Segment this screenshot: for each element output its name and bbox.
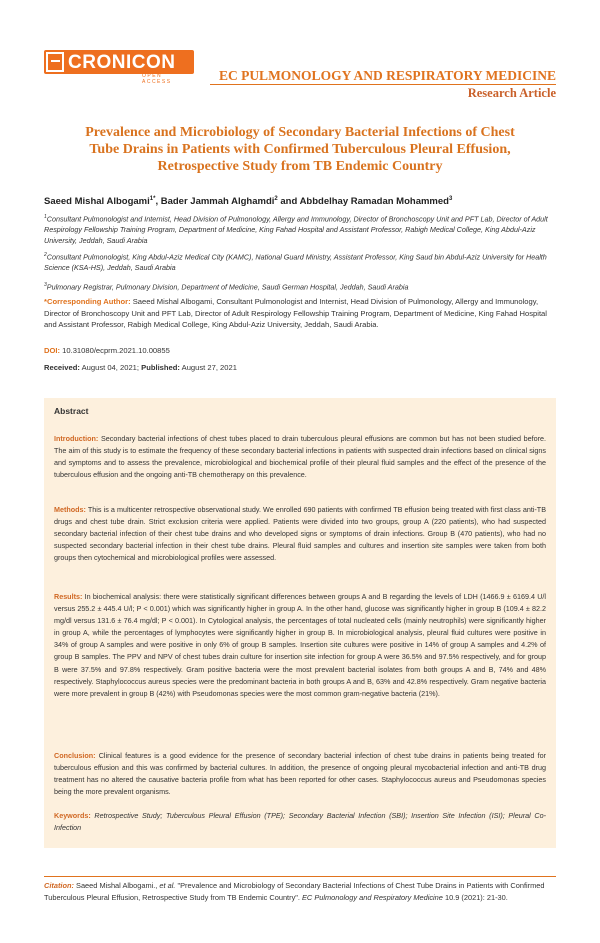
affiliation-3-text: Pulmonary Registrar, Pulmonary Division, Department of Medicine, Saudi German Hospital, Jeddah, Saudi Arabia bbox=[46, 282, 409, 292]
doi bbox=[44, 346, 170, 355]
introduction-label: Introduction: bbox=[54, 434, 99, 443]
abstract-heading: Abstract bbox=[54, 406, 89, 416]
affiliation-1-sup: 1 bbox=[44, 214, 47, 220]
author-1: Saeed Mishal Albogami bbox=[44, 196, 150, 208]
keywords-text: Retrospective Study; Tuberculous Pleural Effusion (TPE); Secondary Bacterial Infection (SBI); Insertion Site Infection (ISI); Pleural Co-Infection bbox=[54, 811, 546, 833]
citation-text: Saeed Mishal Albogami., bbox=[73, 881, 160, 890]
doi-label: DOI: bbox=[44, 346, 61, 355]
doi-link[interactable]: 10.31080/ecprm.2021.10.00855 bbox=[60, 346, 170, 355]
citation-journal: EC Pulmonology and Respiratory Medicine bbox=[302, 893, 443, 902]
corresponding-text: Saeed Mishal Albogami, Consultant Pulmonologist and Internist, Head Division of Pulmonology, Allergy and Immunology, Director of Bronchoscopy Unit and PFT Lab, Director of Adult Respirology Fellowship Training Program, Department of Medicine, King Fahad Hospital and Assistant Professor, Rabigh Medical College, King Abdul-Aziz University, Jeddah, Saudi Arabia. bbox=[44, 297, 547, 329]
received-date: August 04, 2021; bbox=[79, 363, 142, 372]
citation bbox=[44, 880, 556, 904]
citation-label: Citation: bbox=[44, 881, 74, 890]
citation-text-2: "Prevalence and Microbiology of Secondary Bacterial Infections of Chest Tube Drains in Patients with Confirmed Tuberculous Pleural Effusion, Retrospective Study from TB Endemic Country". bbox=[44, 881, 545, 902]
citation-volume: 10.9 (2021): 21-30. bbox=[442, 893, 508, 902]
cronicon-logo bbox=[44, 50, 194, 85]
affiliation-2 bbox=[44, 250, 556, 273]
keywords-label: Keywords: bbox=[54, 811, 91, 820]
affiliation-1-text: Consultant Pulmonologist and Internist, Head Division of Pulmonology, Allergy and Immunology, Director of Bronchoscopy Unit and PFT Lab, Director of Adult Respirology Fellowship Training Program, Department of Medicine, King Fahad Hospital and Assistant Professor, Rabigh Medical College, King Abdul-Aziz University, Jeddah, Saudi Arabia bbox=[44, 214, 548, 246]
affiliation-2-sup: 2 bbox=[44, 252, 47, 258]
affiliation-3-sup: 3 bbox=[44, 282, 47, 288]
abstract-introduction bbox=[54, 433, 546, 481]
author-2-sup: 2 bbox=[274, 196, 278, 202]
author-1-sup: 1* bbox=[149, 196, 156, 202]
logo-subtitle: OPEN ACCESS bbox=[142, 73, 172, 85]
results-text: In biochemical analysis: there were statistically significant differences between groups A and B regarding the levels of LDH (1466.9 ± 6169.4 U/l versus 255.2 ± 445.4 U/l; P < 0.001) which was significantly higher in group A. In the other hand, glucose was significantly higher in group B (109.4 ± 82.2 mg/dl versus 131.6 ± 76.4 mg/dl; P < 0.001). In Cytological analysis, the percentages of total nucleated cells (mainly neutrophils) were significantly higher in group A, while the percentages of lymphocytes were significantly higher in group B. In microbiological analysis, pleural fluid cultures were positive in 34% of group A samples and were positive in only 6% of group B samples. Insertion site cultures were positive in 14% of group A samples and 4.2% of group B samples. The PPV and NPV of chest tubes drain culture for insertion site infection for group A were 36.5% and 97.5% respectively, and for group B were 37.5% and 97.8% respectively. Gram positive bacteria were the most prevalent bacterial isolates from both groups A and B, 74% and 48% respectively. Staphylococcus aureus species were the predominant bacteria in both groups A and B, 63% and 42.8% respectively. Gram negative bacteria were more prevalent in group B (42%) with Pseudomonas species were the most common gram-negative bacteria (21%). bbox=[54, 592, 546, 698]
abstract-results bbox=[54, 591, 546, 700]
header-rule bbox=[210, 84, 556, 85]
title-line-3: Retrospective Study from TB Endemic Country bbox=[157, 159, 443, 174]
article-title bbox=[50, 124, 550, 175]
abstract-methods bbox=[54, 504, 546, 564]
methods-label: Methods: bbox=[54, 505, 86, 514]
abstract-box bbox=[44, 398, 556, 848]
corresponding-label: *Corresponding Author: bbox=[44, 297, 131, 306]
affiliation-2-text: Consultant Pulmonologist, King Abdul-Aziz Medical City (KAMC), National Guard Ministry, Assistant Professor, King Saud bin Abdul-Aziz University for Health Science (KSA-HS), Jeddah, Saudi Arabia bbox=[44, 252, 547, 273]
conclusion-label: Conclusion: bbox=[54, 751, 96, 760]
published-date: August 27, 2021 bbox=[179, 363, 237, 372]
author-3-sup: 3 bbox=[448, 196, 453, 202]
logo-e-icon bbox=[46, 52, 64, 72]
received-label: Received: bbox=[44, 363, 80, 372]
logo-text: CRONICON bbox=[68, 52, 176, 73]
article-type: Research Article bbox=[467, 86, 556, 100]
affiliation-3 bbox=[44, 280, 556, 292]
title-line-2: Tube Drains in Patients with Confirmed Tuberculous Pleural Effusion, bbox=[89, 142, 511, 157]
author-2: , Bader Jammah Alghamdi bbox=[155, 196, 275, 208]
affiliation-1 bbox=[44, 212, 556, 246]
title-line-1: Prevalence and Microbiology of Secondary Bacterial Infections of Chest bbox=[85, 125, 515, 140]
published-label: Published: bbox=[141, 363, 180, 372]
citation-rule bbox=[44, 876, 556, 877]
results-label: Results: bbox=[54, 592, 83, 601]
journal-name: EC PULMONOLOGY AND RESPIRATORY MEDICINE bbox=[218, 68, 556, 83]
conclusion-text: Clinical features is a good evidence for the presence of secondary bacterial infection of chest tube drains in patients being treated for tuberculous effusion and this was confirmed by bacterial cultures. In addition, the presence of ongoing pleural mycobacterial infection and anti-TB drug treatment has no altered the causative bacteria profile from what has been reported for other cases. Staphylococcus aureus and Pseudomonas species being the more prevalent organisms. bbox=[54, 751, 546, 797]
citation-etal: et al. bbox=[159, 881, 176, 890]
dates bbox=[44, 363, 237, 372]
introduction-text: Secondary bacterial infections of chest tubes placed to drain tuberculous pleural effusions are common but has not been studied before. The aim of this study is to estimate the frequency of these secondary bacterial infections in patients with suspected drain infections based on clinical signs and symptoms and to assess the prevalence, microbiological and biochemical profile of their pleural fluid samples and the effect of the presence of the tuberculous effusion and the ongoing anti-TB chemotherapy on this prevalence. bbox=[54, 434, 546, 480]
corresponding-author bbox=[44, 296, 556, 331]
author-list bbox=[44, 196, 556, 207]
author-3: and Abbdelhay Ramadan Mohammed bbox=[277, 196, 449, 208]
methods-text: This is a multicenter retrospective observational study. We enrolled 690 patients with confirmed TB effusion being treated with first class anti-TB drugs and chest tube drain. Strict exclusion criteria were applied. Patients were divided into two groups, group A (220 patients), who had suspected secondary bacterial infection of their chest tube drains and who developed signs or symptoms of drain infections. Group B (470 patients), who had no suspected secondary bacterial infection in their chest tube drains. Pleural fluid samples and cultures and insertion site samples were taken from both groups then cytochemical and microbiological profiles were assessed. bbox=[54, 505, 546, 563]
abstract-conclusion bbox=[54, 750, 546, 798]
abstract-keywords bbox=[54, 810, 546, 834]
